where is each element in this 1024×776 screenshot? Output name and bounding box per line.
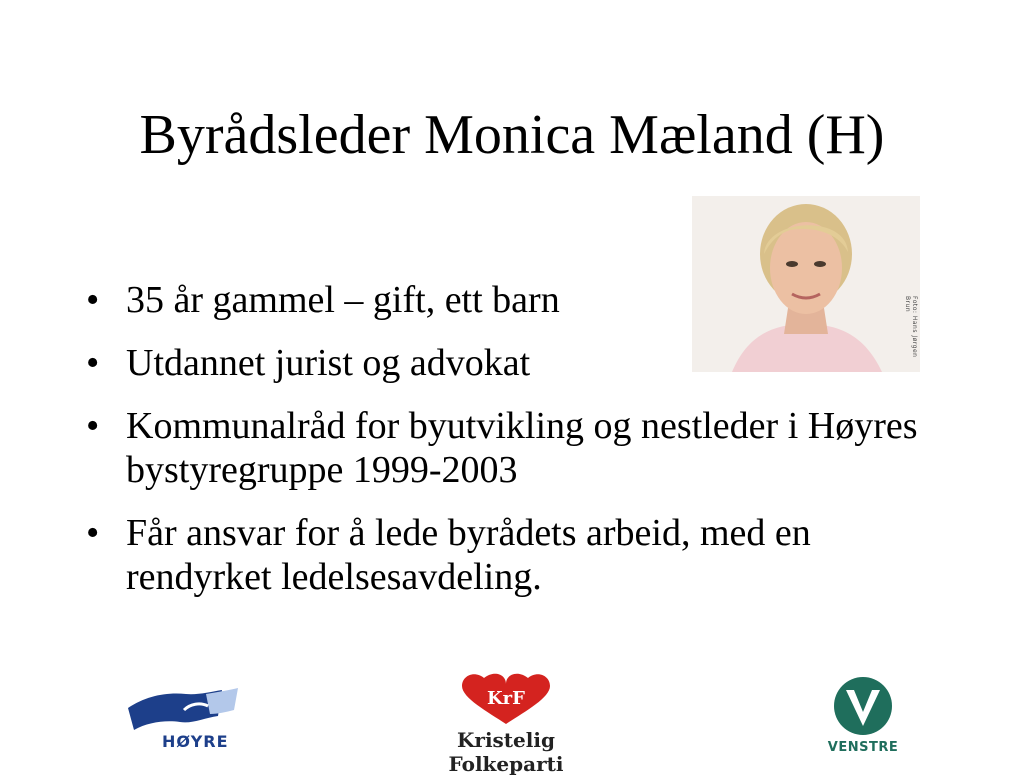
krf-logo-label: Kristelig Folkeparti xyxy=(448,728,564,776)
list-item xyxy=(84,404,964,492)
bullet-icon: • xyxy=(86,279,100,321)
krf-heart-icon xyxy=(398,672,614,728)
list-item xyxy=(84,341,964,385)
venstre-logo-label: VENSTRE xyxy=(827,740,899,755)
bullet-icon: • xyxy=(86,342,100,384)
venstre-logo xyxy=(826,676,900,760)
bullet-list xyxy=(84,278,964,618)
list-item xyxy=(84,511,964,599)
hoyre-flag-icon xyxy=(126,688,246,732)
photo-credit: Foto: Hans Jørgen Brun xyxy=(904,296,918,358)
bullet-text: Kommunalråd for byutvikling og nestleder i Høyres bystyregruppe 1999-2003 xyxy=(126,405,918,491)
bullet-icon: • xyxy=(86,512,100,554)
venstre-v-icon xyxy=(826,676,900,738)
bullet-text: Får ansvar for å lede byrådets arbeid, med en rendyrket ledelsesavdeling. xyxy=(126,512,811,598)
bullet-icon: • xyxy=(86,405,100,447)
hoyre-logo xyxy=(126,688,246,752)
list-item xyxy=(84,278,964,322)
svg-text:KrF: KrF xyxy=(487,688,525,709)
krf-logo xyxy=(398,672,614,776)
bullet-text: 35 år gammel – gift, ett barn xyxy=(126,279,560,321)
bullet-text: Utdannet jurist og advokat xyxy=(126,342,531,384)
hoyre-logo-label: HØYRE xyxy=(162,732,229,751)
slide-title: Byrådsleder Monica Mæland (H) xyxy=(139,104,885,166)
